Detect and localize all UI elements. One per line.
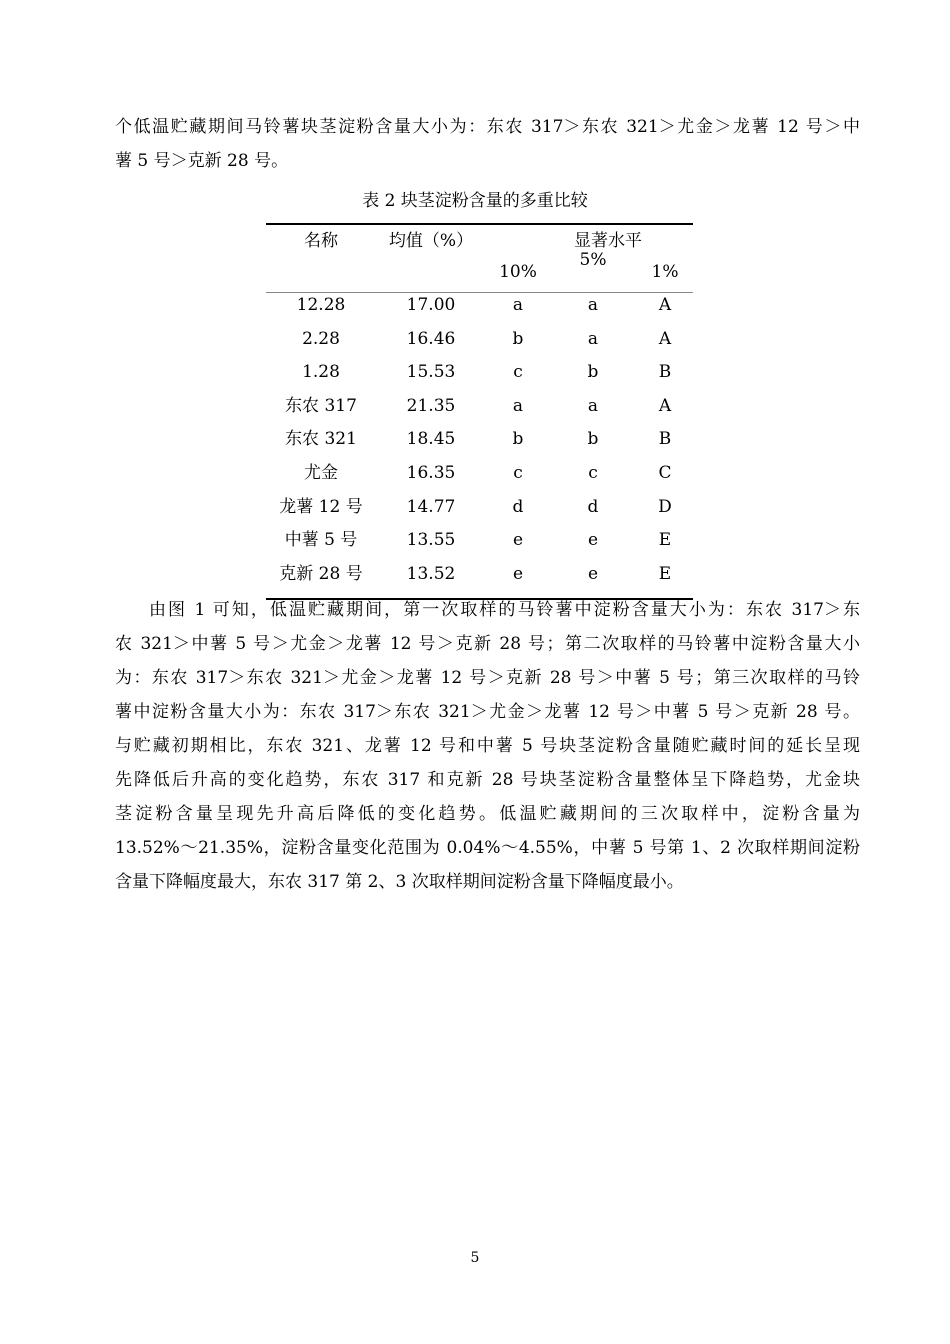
table-cell-p5: e	[587, 530, 599, 551]
table-cell-p5: a	[587, 328, 599, 349]
table-cell-name: 尤金	[304, 463, 338, 483]
header-level-10: 10%	[499, 262, 537, 282]
table-cell-name: 龙薯 12 号	[279, 496, 363, 517]
table-cell-name: 2.28	[302, 328, 340, 349]
table-cell-p1: C	[658, 463, 672, 483]
text-line: 薯 5 号＞克新 28 号。	[115, 151, 289, 171]
text-line: 13.52%～21.35%，淀粉含量变化范围为 0.04%～4.55%，中薯 5 号第 1、2 次取样期间淀粉	[115, 838, 860, 858]
table-cell-p5: e	[587, 563, 599, 584]
table-cell-p1: E	[658, 530, 672, 551]
text-line: 与贮藏初期相比，东农 321、龙薯 12 号和中薯 5 号块茎淀粉含量随贮藏时间的延长呈现	[115, 736, 860, 756]
table-cell-p5: a	[587, 295, 599, 315]
table-cell-name: 东农 317	[285, 395, 357, 416]
table-cell-p10: c	[513, 362, 523, 383]
table-cell-p10: b	[512, 328, 524, 349]
table-cell-p1: A	[658, 295, 672, 315]
header-divider	[266, 292, 693, 293]
header-level-1: 1%	[651, 262, 679, 282]
table-cell-p1: D	[658, 496, 672, 517]
table-caption: 表 2 块茎淀粉含量的多重比较	[362, 191, 588, 211]
paragraph-main	[115, 593, 860, 899]
table-cell-p10: a	[512, 295, 524, 315]
table-cell-p1: A	[658, 328, 672, 349]
text-line: 由图 1 可知，低温贮藏期间，第一次取样的马铃薯中淀粉含量大小为：东农 317＞东	[149, 600, 860, 620]
table-cell-p1: B	[658, 362, 672, 383]
table-cell-mean: 15.53	[406, 362, 456, 383]
header-mean: 均值（%）	[388, 231, 474, 251]
table-cell-p10: b	[512, 429, 524, 450]
text-line: 为：东农 317＞东农 321＞尤金＞龙薯 12 号＞克新 28 号＞中薯 5 号；第三次取样的马铃	[115, 668, 860, 688]
table-cell-name: 12.28	[296, 295, 346, 315]
table-cell-p10: a	[512, 395, 524, 416]
table-cell-p5: c	[588, 463, 598, 483]
text-line: 先降低后升高的变化趋势，东农 317 和克新 28 号块茎淀粉含量整体呈下降趋势，尤金块	[115, 770, 860, 790]
table-cell-mean: 14.77	[406, 496, 456, 517]
table-cell-p10: c	[513, 463, 523, 483]
table-cell-p1: E	[658, 563, 672, 584]
table-cell-mean: 13.52	[406, 563, 456, 584]
header-level-5: 5%	[579, 250, 607, 270]
table-cell-p10: e	[512, 530, 524, 551]
table-cell-p1: A	[658, 395, 672, 416]
text-line: 薯中淀粉含量大小为：东农 317＞东农 321＞尤金＞龙薯 12 号＞中薯 5 号＞克新 28 号。	[115, 702, 860, 722]
table-cell-mean: 17.00	[406, 295, 456, 315]
table-cell-mean: 18.45	[406, 429, 456, 450]
paragraph-top	[115, 110, 860, 178]
table-cell-p1: B	[658, 429, 672, 450]
table-cell-name: 东农 321	[285, 429, 357, 450]
comparison-table	[266, 223, 693, 600]
header-name: 名称	[304, 231, 338, 251]
text-line: 含量下降幅度最大，东农 317 第 2、3 次取样期间淀粉含量下降幅度最小。	[115, 872, 684, 892]
table-cell-mean: 21.35	[406, 395, 456, 416]
page-number: 5	[470, 1250, 480, 1266]
table-cell-p5: b	[587, 429, 599, 450]
table-cell-p5: a	[587, 395, 599, 416]
table-cell-mean: 16.46	[406, 328, 456, 349]
table-cell-name: 中薯 5 号	[284, 530, 358, 551]
table-cell-p5: b	[587, 362, 599, 383]
table-cell-mean: 16.35	[406, 463, 456, 483]
table-cell-name: 1.28	[302, 362, 340, 383]
table-cell-mean: 13.55	[406, 530, 456, 551]
table-cell-p5: d	[587, 496, 599, 517]
table-cell-name: 克新 28 号	[279, 563, 363, 584]
text-line: 个低温贮藏期间马铃薯块茎淀粉含量大小为：东农 317＞东农 321＞尤金＞龙薯 12 号＞中	[115, 117, 860, 137]
text-line: 茎淀粉含量呈现先升高后降低的变化趋势。低温贮藏期间的三次取样中，淀粉含量为	[115, 804, 860, 824]
table-cell-p10: e	[512, 563, 524, 584]
text-line: 农 321＞中薯 5 号＞尤金＞龙薯 12 号＞克新 28 号；第二次取样的马铃薯中淀粉含量大小	[115, 634, 860, 654]
header-significance: 显著水平	[574, 231, 642, 251]
table-cell-p10: d	[512, 496, 524, 517]
